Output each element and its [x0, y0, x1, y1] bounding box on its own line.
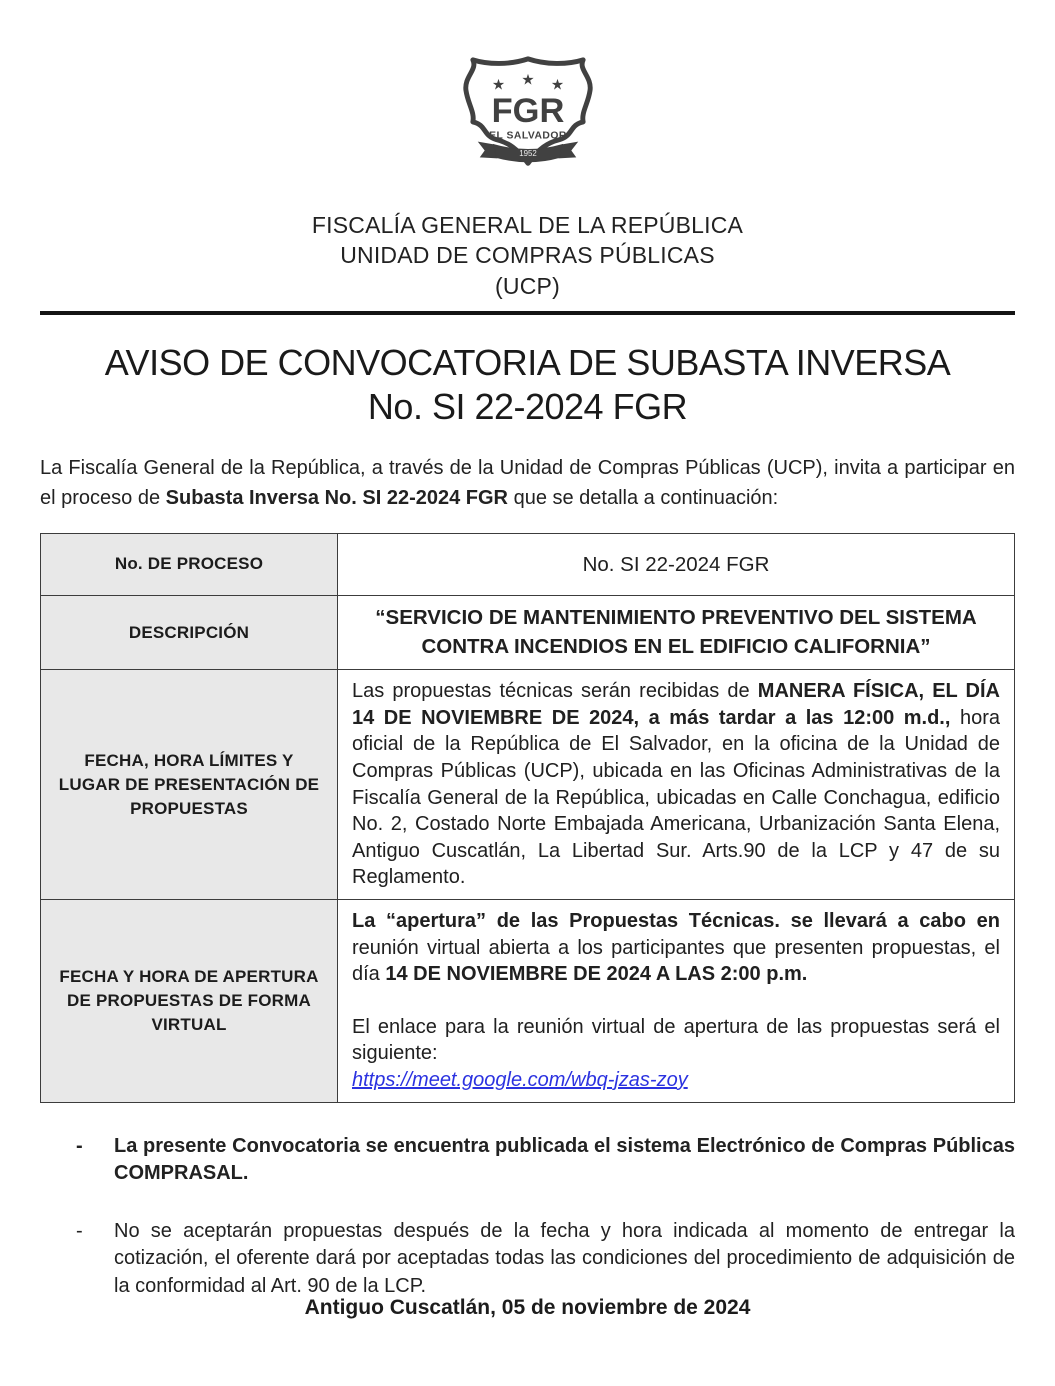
star-icon: ★ — [520, 72, 535, 89]
spacer — [352, 988, 1000, 1014]
logo-country: EL SALVADOR — [488, 130, 567, 142]
table-row-submission — [41, 670, 1015, 900]
link-intro: El enlace para la reunión virtual de apertura de las propuestas será el siguiente: — [352, 1015, 1000, 1065]
fgr-shield-icon — [449, 52, 607, 180]
fgr-logo — [0, 52, 1055, 180]
table-row-description — [41, 595, 1015, 669]
row-label-descripcion: DESCRIPCIÓN — [41, 595, 338, 669]
list-item — [0, 1218, 1055, 1301]
row-label-apertura: FECHA Y HORA DE APERTURA DE PROPUESTAS DE FORMA VIRTUAL — [41, 900, 338, 1103]
opening-datetime: 14 DE NOVIEMBRE DE 2024 A LAS 2:00 p.m. — [385, 963, 808, 986]
row-value-descripcion: “SERVICIO DE MANTENIMIENTO PREVENTIVO DEL SISTEMA CONTRA INCENDIOS EN EL EDIFICIO CALIFORNIA” — [338, 595, 1015, 669]
doc-title-line1: AVISO DE CONVOCATORIA DE SUBASTA INVERSA — [104, 342, 951, 384]
star-icon: ★ — [550, 77, 564, 94]
org-unit: UNIDAD DE COMPRAS PÚBLICAS — [340, 242, 715, 269]
row-value-proceso: No. SI 22-2024 FGR — [338, 533, 1015, 595]
row-label-proceso: No. DE PROCESO — [41, 533, 338, 595]
table-row-opening — [41, 900, 1015, 1103]
intro-paragraph — [40, 453, 1015, 513]
dash-bullet: - — [76, 1134, 83, 1157]
submission-deadline: MANERA FÍSICA, EL DÍA 14 DE NOVIEMBRE DE 2024, a más tardar a las 12:00 m.d., — [352, 680, 1001, 729]
table-row-process-number — [41, 533, 1015, 595]
intro-pre: La Fiscalía General de la República, a través de la Unidad de Compras Públicas (UCP), invita a participar en el proceso de — [40, 456, 1015, 509]
logo-year: 1952 — [518, 148, 537, 158]
note-comprasal: La presente Convocatoria se encuentra publicada el sistema Electrónico de Compras Públicas COMPRASAL. — [114, 1134, 1015, 1185]
opening-bold-lead: La “apertura” de las Propuestas Técnicas. se llevará a cabo en — [352, 910, 1000, 933]
intro-post: que se detalla a continuación: — [508, 486, 779, 509]
process-details-table — [40, 533, 1015, 1103]
opening-paragraph — [352, 908, 1000, 988]
note-no-late-proposals: No se aceptarán propuestas después de la fecha y hora indicada al momento de entregar la cotización, el oferente dará por aceptadas todas las condiciones del procedimiento de adquisición de la conformidad al Art. 90 de la LCP. — [114, 1219, 1015, 1297]
row-value-apertura — [338, 900, 1015, 1103]
doc-title — [0, 341, 1055, 429]
doc-title-line2: No. SI 22-2024 FGR — [367, 385, 688, 427]
intro-process-number: Subasta Inversa No. SI 22-2024 FGR — [165, 486, 509, 509]
header-divider — [40, 311, 1015, 315]
notes-list — [0, 1133, 1055, 1301]
list-item — [0, 1133, 1055, 1188]
org-header — [0, 210, 1055, 301]
logo-acronym: FGR — [491, 91, 564, 130]
dash-bullet: - — [76, 1219, 83, 1242]
opening-regular: reunión virtual abierta a los participantes que presenten propuestas, el día — [352, 936, 1000, 986]
org-name: FISCALÍA GENERAL DE LA REPÚBLICA — [311, 212, 744, 238]
org-unit-acronym: (UCP) — [495, 272, 560, 299]
meet-link[interactable]: https://meet.google.com/wbq-jzas-zoy — [352, 1068, 688, 1091]
footer-date: Antiguo Cuscatlán, 05 de noviembre de 2024 — [304, 1296, 751, 1319]
star-icon: ★ — [491, 77, 505, 94]
meet-link-line — [352, 1067, 1000, 1094]
row-value-presentacion — [338, 670, 1015, 900]
submission-post: hora oficial de la República de El Salvador, en la oficina de la Unidad de Compras Públicas (UCP), ubicada en las Oficinas Administrativas de la Fiscalía General de la República, ubicadas en Calle Conchagua, edificio No. 2, Costado Norte Embajada Americana, Urbanización Santa Elena, Antiguo Cuscatlán, La Libertad Sur. Arts.90 de la LCP y 47 de su Reglamento. — [352, 706, 1000, 889]
row-label-presentacion: FECHA, HORA LÍMITES Y LUGAR DE PRESENTACIÓN DE PROPUESTAS — [41, 670, 338, 900]
submission-pre: Las propuestas técnicas serán recibidas de — [352, 680, 758, 703]
